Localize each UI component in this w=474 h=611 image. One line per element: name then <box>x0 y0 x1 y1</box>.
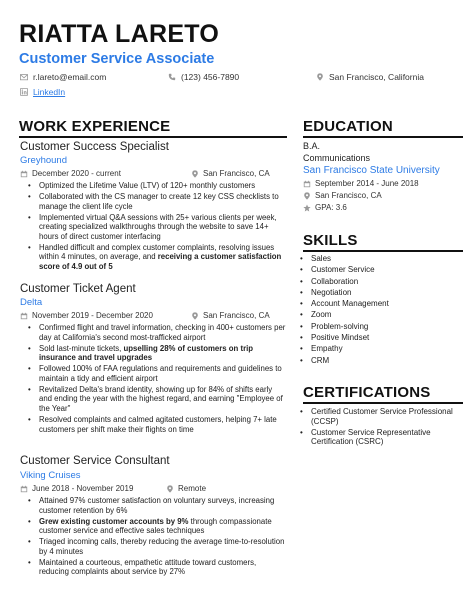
skill-item: • Empathy <box>300 343 460 354</box>
skill-item: • Sales <box>300 253 460 264</box>
bullet-item: • Triaged incoming calls, thereby reducing the average time-to-resolution by 4 minutes <box>28 537 286 556</box>
map-pin-icon <box>191 312 199 320</box>
skill-item: • Account Management <box>300 298 460 309</box>
job-location-text: Remote <box>178 484 207 493</box>
company-name: Delta <box>20 297 43 308</box>
job-title: Customer Success Specialist <box>20 141 169 153</box>
certifications-list <box>300 407 465 448</box>
star-icon <box>303 204 311 212</box>
bullet-item: • Handled difficult and complex customer complaints, resolving issues within 4 minutes, on average, and receiving a customer satisfaction score of 4.9 out of 5 <box>28 243 286 272</box>
skill-item: • Negotiation <box>300 287 460 298</box>
job-location-text: San Francisco, CA <box>203 311 270 320</box>
job-location-text: San Francisco, CA <box>203 169 270 178</box>
skill-item: • Problem-solving <box>300 321 460 332</box>
bullet-item: • Maintained a courteous, empathetic attitude toward customers, reducing complaints about service by 27% <box>28 558 286 577</box>
job-dates <box>20 170 121 178</box>
phone-text: (123) 456-7890 <box>181 72 240 82</box>
calendar-icon <box>303 180 311 188</box>
bullet-item: • Sold last-minute tickets, upselling 28% of customers on trip insurance and travel upgrades <box>28 344 286 363</box>
skills-list <box>300 253 460 366</box>
degree-field: Communications <box>303 153 371 163</box>
degree: B.A. <box>303 141 321 151</box>
job-dates <box>20 485 133 493</box>
phone-icon <box>168 73 176 81</box>
bullet-item: • Revitalized Delta's brand identity, showing up for 84% of shifts early and ending the year with the highest regard, and earning "Employee of the Year" <box>28 385 286 414</box>
calendar-icon <box>20 312 28 320</box>
job-bullets <box>28 181 286 273</box>
job-location <box>166 485 206 493</box>
section-divider <box>19 136 287 138</box>
education-dates-text: September 2014 - June 2018 <box>315 179 419 188</box>
bullet-item: • Followed 100% of FAA regulations and requirements and guidelines to maintain a tidy and efficient airport <box>28 364 286 383</box>
job-bullets <box>28 323 286 435</box>
job-dates-text: December 2020 - current <box>32 169 121 178</box>
section-title-skills: SKILLS <box>303 232 358 249</box>
skill-item: • CRM <box>300 355 460 366</box>
section-divider <box>303 250 463 252</box>
education-location <box>303 192 382 200</box>
map-pin-icon <box>316 73 324 81</box>
job-dates <box>20 312 153 320</box>
phone-contact <box>168 73 239 82</box>
job-title: Customer Service Consultant <box>20 455 170 467</box>
section-title-education: EDUCATION <box>303 118 393 135</box>
gpa-text: GPA: 3.6 <box>315 203 347 212</box>
map-pin-icon <box>303 192 311 200</box>
bullet-item: • Optimized the Lifetime Value (LTV) of 120+ monthly customers <box>28 181 286 191</box>
candidate-title: Customer Service Associate <box>19 51 215 67</box>
bullet-item: • Implemented virtual Q&A sessions with 25+ various clients per week, creating specialized walkthroughs through the website to save 14+ hours of direct customer interfacing <box>28 213 286 242</box>
skill-item: • Collaboration <box>300 276 460 287</box>
section-title-work: WORK EXPERIENCE <box>19 118 171 135</box>
section-title-certifications: CERTIFICATIONS <box>303 384 431 401</box>
location-text: San Francisco, California <box>329 72 424 82</box>
bullet-item: • Collaborated with the CS manager to create 12 key CSS checklists to manage the client life cycle <box>28 192 286 211</box>
bullet-item: • Attained 97% customer satisfaction on voluntary surveys, increasing customer retention by 6% <box>28 496 286 515</box>
job-title: Customer Ticket Agent <box>20 283 136 295</box>
education-dates <box>303 180 419 188</box>
bullet-item: • Resolved complaints and calmed agitated customers, helping 7+ late customers per shift make their flights on time <box>28 415 286 434</box>
calendar-icon <box>20 170 28 178</box>
job-location <box>191 312 270 320</box>
envelope-icon <box>20 73 28 81</box>
certification-item: • Certified Customer Service Professional (CCSP) <box>300 407 465 427</box>
section-divider <box>303 136 463 138</box>
candidate-name: RIATTA LARETO <box>19 20 220 48</box>
linkedin-icon <box>20 88 28 96</box>
bullet-item: • Grew existing customer accounts by 9% through compassionate customer service and effective sales techniques <box>28 517 286 536</box>
calendar-icon <box>20 485 28 493</box>
map-pin-icon <box>166 485 174 493</box>
job-dates-text: November 2019 - December 2020 <box>32 311 153 320</box>
bullet-item: • Confirmed flight and travel information, checking in 400+ customers per day at California's second most-trafficked airport <box>28 323 286 342</box>
email-text: r.lareto@email.com <box>33 72 107 82</box>
company-name: Viking Cruises <box>20 470 81 481</box>
job-bullets <box>28 496 286 578</box>
school-name: San Francisco State University <box>303 165 440 176</box>
company-name: Greyhound <box>20 155 68 166</box>
education-gpa <box>303 204 347 212</box>
linkedin-link[interactable]: LinkedIn <box>33 87 66 97</box>
skill-item: • Positive Mindset <box>300 332 460 343</box>
skill-item: • Customer Service <box>300 264 460 275</box>
education-location-text: San Francisco, CA <box>315 191 382 200</box>
map-pin-icon <box>191 170 199 178</box>
linkedin-contact <box>20 88 65 97</box>
job-location <box>191 170 270 178</box>
certification-item: • Customer Service Representative Certification (CSRC) <box>300 428 465 448</box>
email-contact <box>20 73 106 82</box>
job-dates-text: June 2018 - November 2019 <box>32 484 134 493</box>
location-contact <box>316 73 424 82</box>
section-divider <box>303 402 463 404</box>
skill-item: • Zoom <box>300 309 460 320</box>
